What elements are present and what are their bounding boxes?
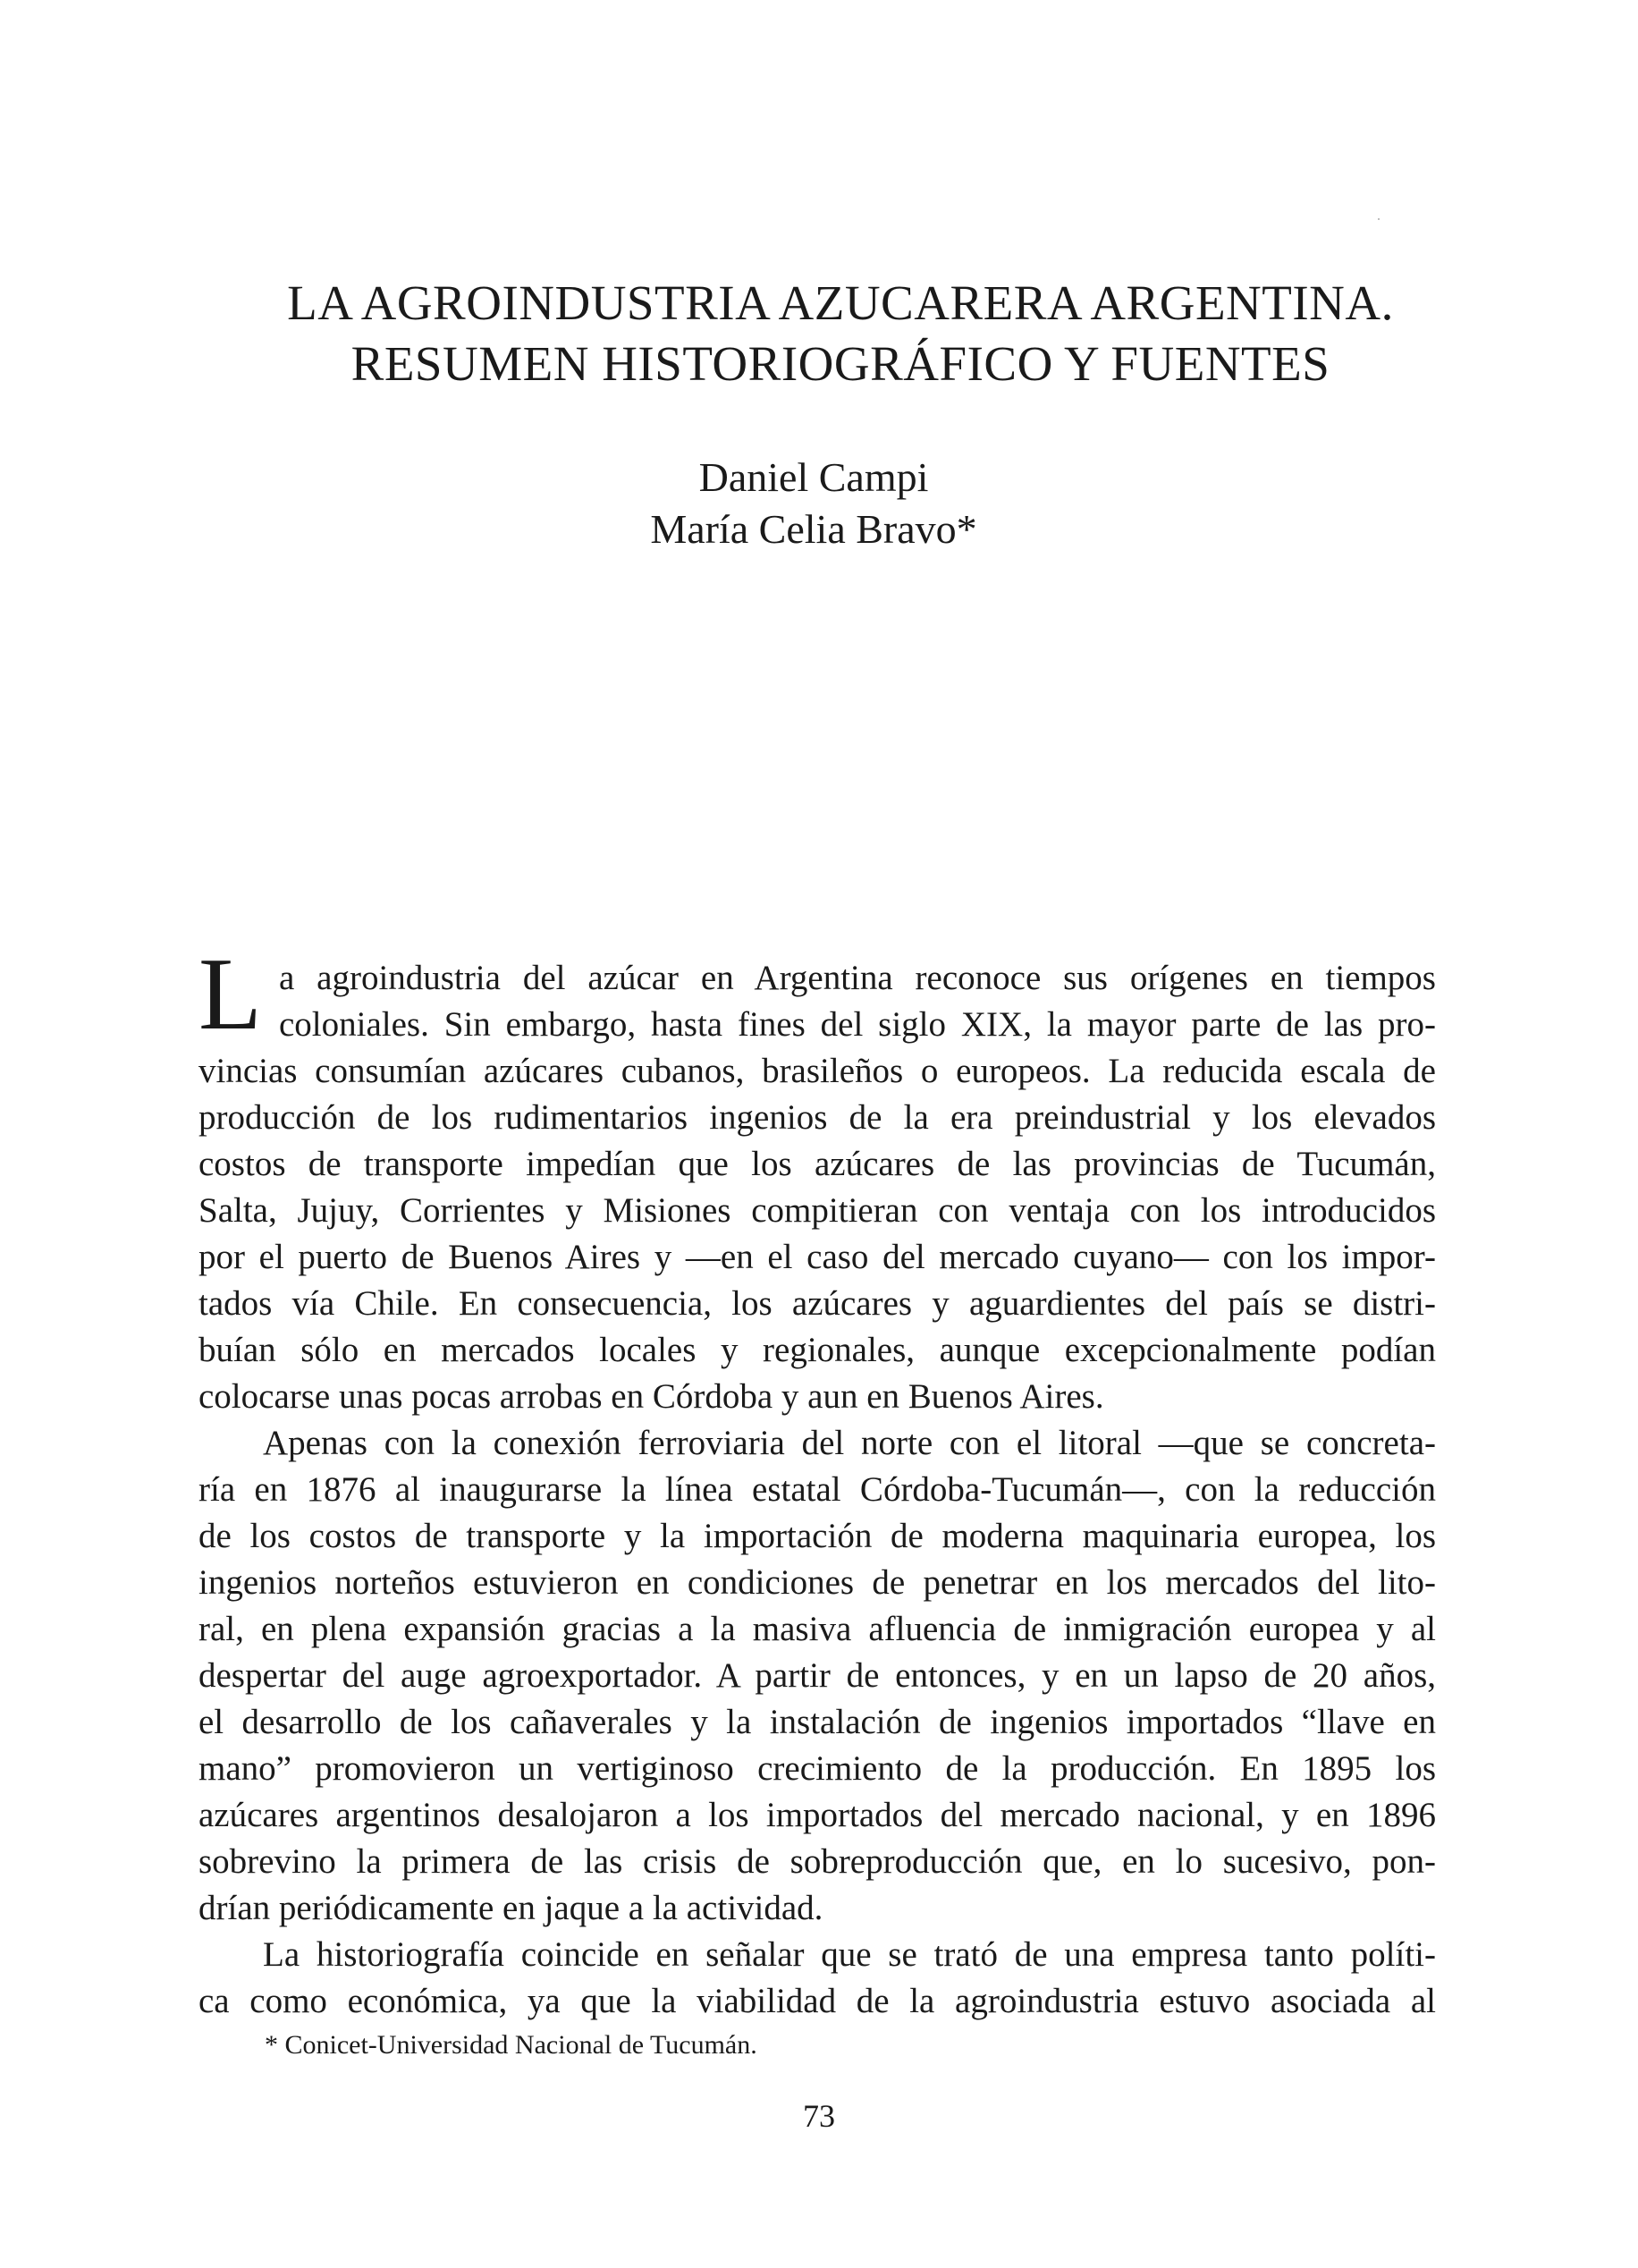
title-line-2: RESUMEN HISTORIOGRÁFICO Y FUENTES — [350, 336, 1330, 391]
text-line: sobrevino la primera de las crisis de sobreproducción que, en lo sucesivo, pon- — [198, 1842, 1436, 1881]
text-line: ría en 1876 al inaugurarse la línea estatal Córdoba-Tucumán—, con la reducción — [198, 1470, 1436, 1509]
text-line: a agroindustria del azúcar en Argentina reconoce sus orígenes en tiempos — [279, 959, 1436, 997]
text-line: despertar del auge agroexportador. A partir de entonces, y en un lapso de 20 años, — [198, 1656, 1436, 1695]
text-line: Salta, Jujuy, Corrientes y Misiones compitieran con ventaja con los introducidos — [198, 1191, 1436, 1230]
text-line: mano” promovieron un vertiginoso crecimiento de la producción. En 1895 los — [198, 1749, 1436, 1788]
text-line: ca como económica, ya que la viabilidad de la agroindustria estuvo asociada al — [198, 1982, 1436, 2020]
text-line: costos de transporte impedían que los azúcares de las provincias de Tucumán, — [198, 1145, 1436, 1183]
text-line: drían periódicamente en jaque a la actividad. — [198, 1889, 823, 1927]
title-line-1: LA AGROINDUSTRIA AZUCARERA ARGENTINA. — [287, 275, 1394, 330]
page-number: 73 — [803, 2098, 835, 2134]
body-text — [198, 955, 1436, 2025]
text-line: ingenios norteños estuvieron en condiciones de penetrar en los mercados del lito- — [198, 1563, 1436, 1602]
text-line: tados vía Chile. En consecuencia, los azúcares y aguardientes del país se distri- — [198, 1284, 1436, 1323]
scan-speck — [1378, 218, 1380, 220]
text-line: La historiografía coincide en señalar que se trató de una empresa tanto políti- — [263, 1935, 1436, 1974]
author-name: María Celia Bravo* — [650, 506, 977, 552]
text-line: colocarse unas pocas arrobas en Córdoba y aun en Buenos Aires. — [198, 1377, 1104, 1416]
text-line: producción de los rudimentarios ingenios de la era preindustrial y los elevados — [198, 1098, 1436, 1137]
author-name: Daniel Campi — [698, 454, 929, 500]
text-line: buían sólo en mercados locales y regionales, aunque excepcionalmente podían — [198, 1331, 1436, 1369]
text-line: coloniales. Sin embargo, hasta fines del siglo XIX, la mayor parte de las pro- — [279, 1005, 1436, 1044]
footnote: * Conicet-Universidad Nacional de Tucumán. — [265, 2030, 757, 2060]
text-line: azúcares argentinos desalojaron a los importados del mercado nacional, y en 1896 — [198, 1796, 1436, 1834]
text-line: Apenas con la conexión ferroviaria del norte con el litoral —que se concreta- — [263, 1424, 1436, 1462]
text-line: de los costos de transporte y la importación de moderna maquinaria europea, los — [198, 1517, 1436, 1555]
article-title — [224, 273, 1457, 394]
author-block — [554, 452, 1073, 555]
text-line: ral, en plena expansión gracias a la masiva afluencia de inmigración europea y al — [198, 1610, 1436, 1648]
text-line: por el puerto de Buenos Aires y —en el caso del mercado cuyano— con los impor- — [198, 1238, 1436, 1276]
text-line: vincias consumían azúcares cubanos, brasileños o europeos. La reducida escala de — [198, 1052, 1436, 1090]
text-line: el desarrollo de los cañaverales y la instalación de ingenios importados “llave en — [198, 1703, 1436, 1741]
drop-cap: L — [198, 937, 262, 1052]
